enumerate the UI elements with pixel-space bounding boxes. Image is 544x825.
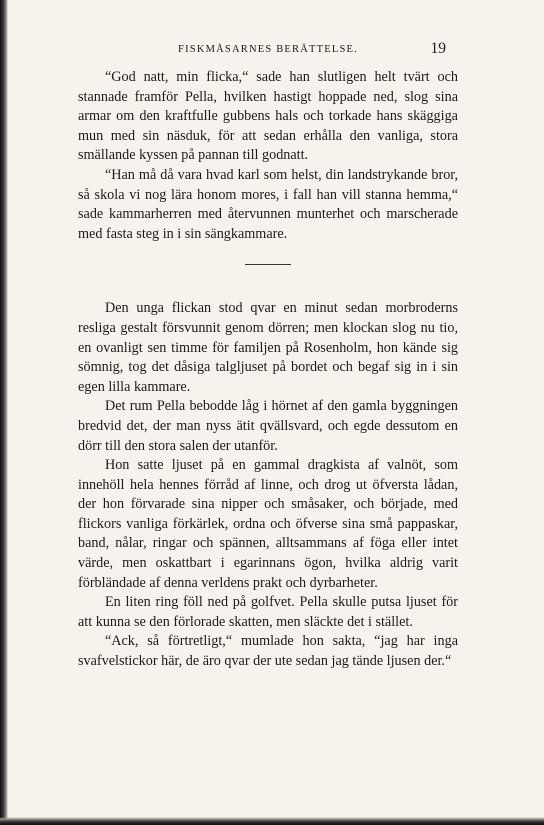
paragraph: “God natt, min flicka,“ sade han slutligen helt tvärt och stannade framför Pella, hvilken hastigt hoppade ned, slog sina armar om den kraftfulle gubbens hals och torkade hans skäggiga mun med sin näsduk, för att sedan erhålla den vanliga, stora smällande kyssen på pannan till godnatt. [78, 69, 458, 164]
page-number: 19 [430, 40, 446, 57]
paragraph: Hon satte ljuset på en gammal dragkista af valnöt, som innehöll hela hennes förråd af linne, och drog ut öfversta lådan, der hon förvarade sina nipper och småsaker, och började, med flickors vanliga förkärlek, ordna och öfverse sina små pappaskar, band, nålar, ringar och spännen, alltsammans af föga eller intet värde, men oskattbart i egarinnans ögon, hvilka aldrig varit förbländade af denna verldens prakt och dyrbarheter. [78, 457, 458, 591]
paragraph: Det rum Pella bebodde låg i hörnet af den gamla byggningen bredvid det, der man nyss ätit qvällsvard, och egde dessutom en dörr till den stora salen der utanför. [78, 398, 458, 454]
paragraph: “Han må då vara hvad karl som helst, din landstrykande bror, så skola vi nog lära honom mores, i fall han vill stanna hemma,“ sade kammarherren med återvunnen munterhet och marscherade med fasta steg in i sin sängkammare. [78, 166, 458, 242]
running-head: FISKMÅSARNES BERÄTTELSE. [178, 44, 358, 55]
paragraph: Den unga flickan stod qvar en minut sedan morbroderns resliga gestalt försvunnit genom dörren; men klockan slog nu tio, en ovanligt sen timme för familjen på Rosenholm, hon kände sig sömnig, tog det dåsiga talgljuset på bordet och begaf sig in i sin egen lilla kammare. [78, 300, 458, 395]
body-text [78, 68, 458, 672]
page-header [78, 38, 458, 60]
section-divider [245, 264, 291, 265]
book-page [78, 38, 458, 672]
paragraph: “Ack, så förtretligt,“ mumlade hon sakta, “jag har inga svafvelstickor här, de äro qvar der ute sedan jag tände ljusen der.“ [78, 633, 458, 670]
paragraph: En liten ring föll ned på golfvet. Pella skulle putsa ljuset för att kunna se den förlorade skatten, men släckte det i stället. [78, 594, 458, 630]
scan-edge-bottom [0, 817, 544, 825]
scan-edge-left [0, 0, 8, 825]
